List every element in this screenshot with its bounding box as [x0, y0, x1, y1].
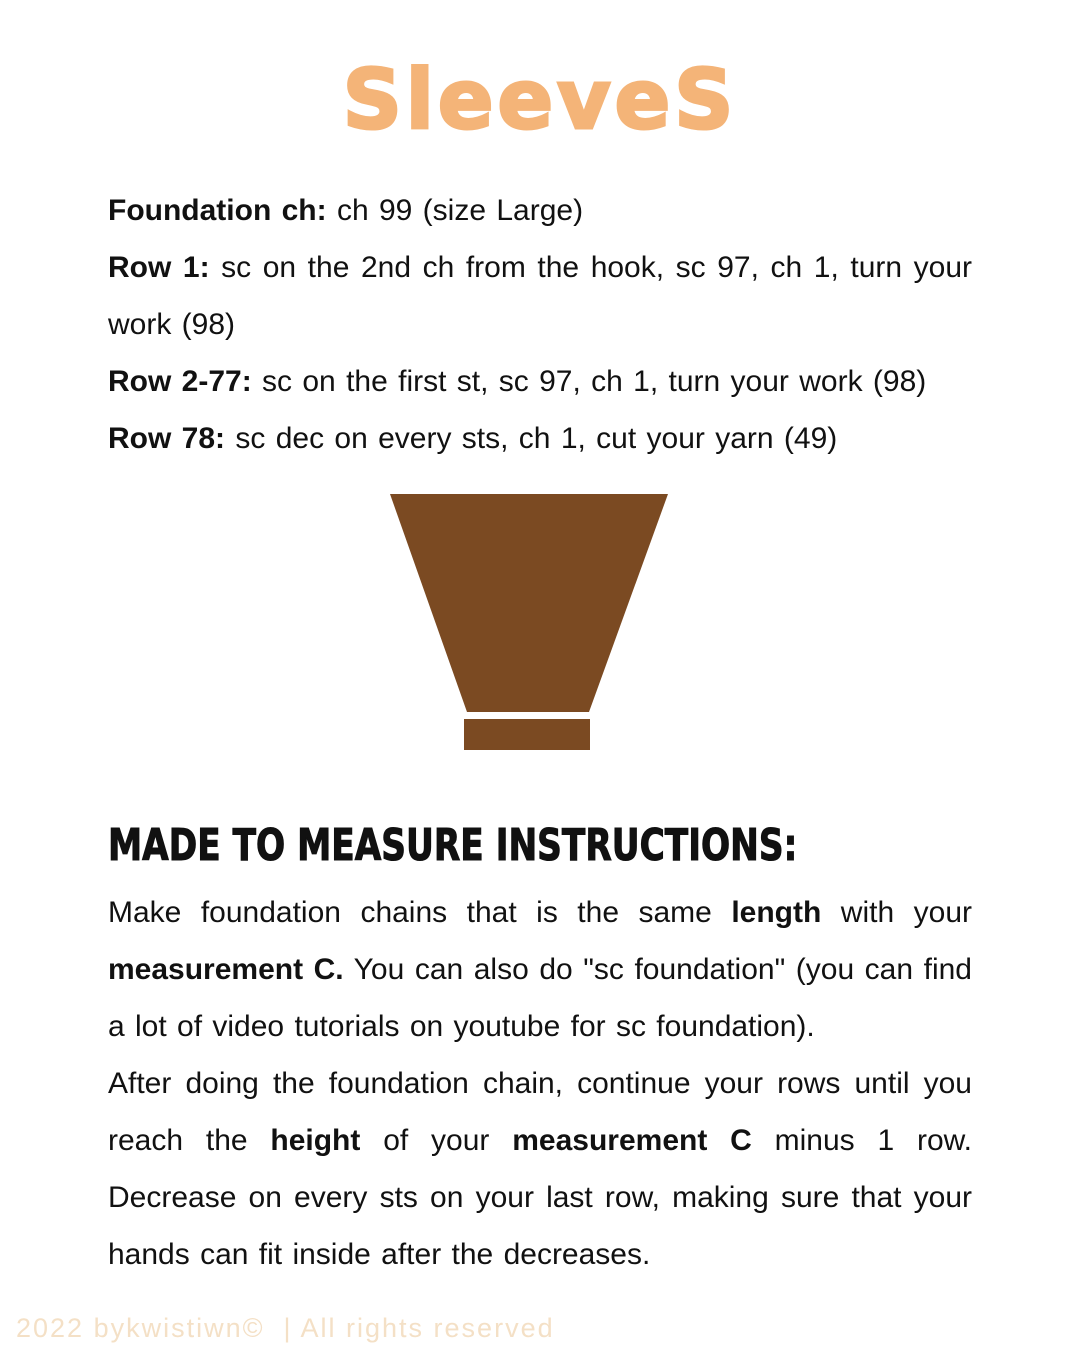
row-text: ch 99 (size Large)	[326, 194, 584, 228]
section-heading-text: MADE TO MEASURE INSTRUCTIONS:	[108, 820, 798, 872]
paragraph-segment: After doing the foundation chain, continue your rows until you reach the	[108, 1067, 972, 1158]
sleeve-shape-icon	[390, 494, 670, 750]
row-label: Row 1:	[108, 251, 210, 285]
row-text: sc dec on every sts, ch 1, cut your yarn (49)	[225, 422, 838, 456]
paragraph-segment-bold: height	[270, 1124, 361, 1158]
paragraph-segment: of your	[360, 1124, 513, 1158]
paragraph-segment: Make foundation chains that is the same	[108, 896, 732, 930]
paragraph-segment: You can also do "sc foundation" (you can find a lot of video tutorials on youtube for sc foundation).	[108, 953, 972, 1044]
sleeve-diagram	[390, 494, 670, 750]
made-to-measure-section	[108, 822, 972, 1283]
paragraph-segment-bold: length	[731, 896, 822, 930]
row-label: Foundation ch:	[108, 194, 327, 228]
page-title: SleeveS	[342, 53, 738, 148]
mtm-paragraph-2	[108, 1055, 972, 1283]
pattern-row-1	[108, 239, 972, 353]
sleeve-body-shape	[390, 494, 668, 712]
mtm-paragraph-1	[108, 884, 972, 1055]
row-label: Row 2-77:	[108, 365, 252, 399]
row-text: sc on the 2nd ch from the hook, sc 97, ch 1, turn your work (98)	[108, 251, 972, 342]
paragraph-segment-bold: measurement C.	[108, 953, 344, 987]
pattern-row-2-77	[108, 353, 972, 410]
paragraph-segment: with your	[821, 896, 972, 930]
section-heading	[108, 822, 972, 870]
pattern-row-78	[108, 410, 972, 467]
copyright-footer	[16, 1313, 555, 1344]
sleeve-cuff-shape	[464, 719, 590, 750]
pattern-instructions	[108, 182, 972, 467]
pattern-row-foundation	[108, 182, 972, 239]
row-label: Row 78:	[108, 422, 226, 456]
row-text: sc on the first st, sc 97, ch 1, turn your work (98)	[251, 365, 927, 399]
paragraph-segment: minus 1 row. Decrease on every sts on your last row, making sure that your hands can fit inside after the decreases.	[108, 1124, 972, 1272]
copyright-text: 2022 bykwistiwn© | All rights reserved	[16, 1313, 555, 1343]
paragraph-segment-bold: measurement C	[512, 1124, 752, 1158]
